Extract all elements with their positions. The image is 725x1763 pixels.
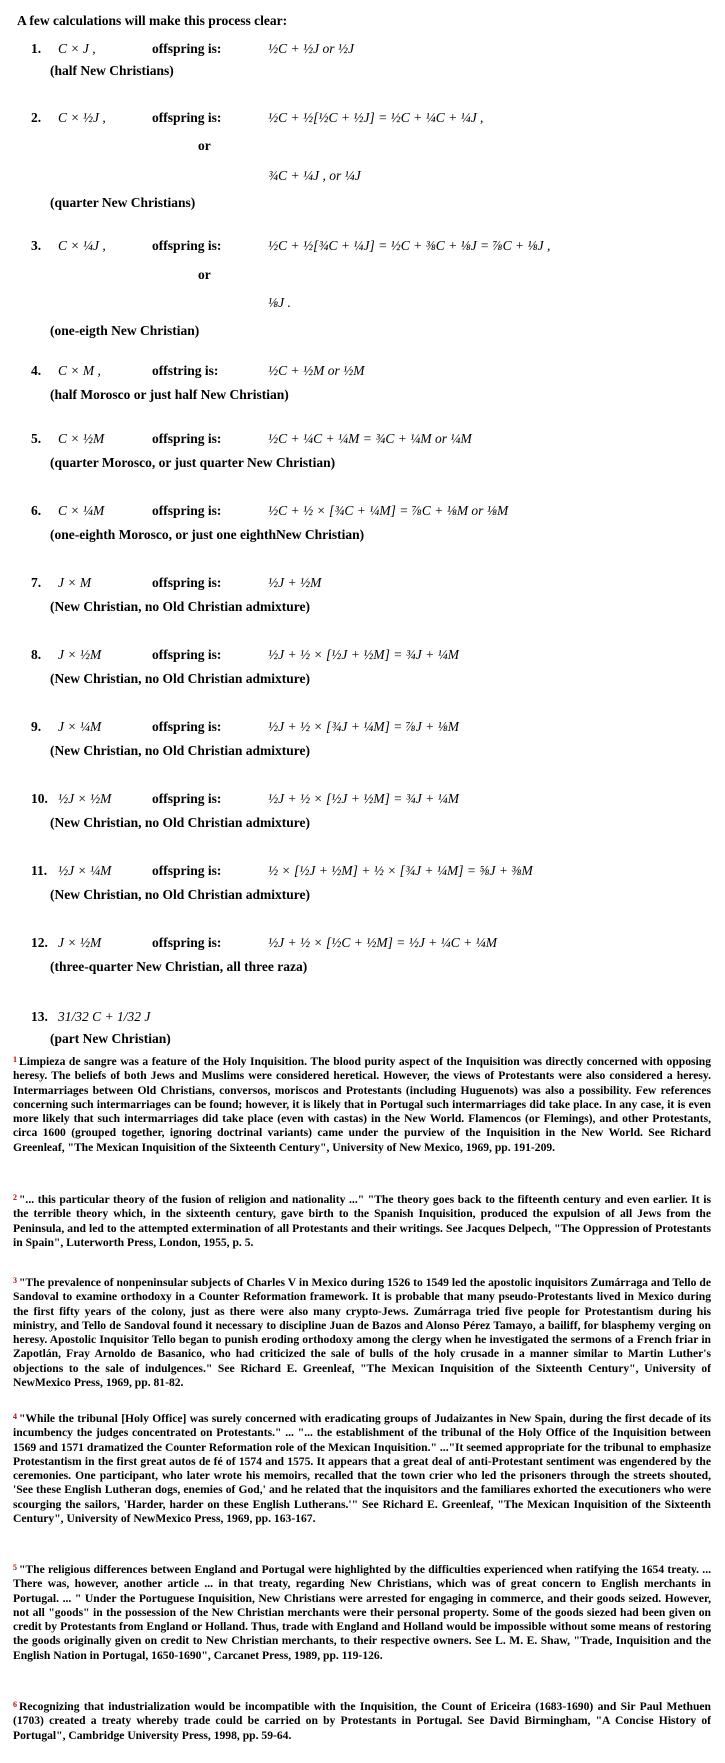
item-parents: C × ½M (58, 431, 105, 446)
page-heading: A few calculations will make this process clear: (17, 13, 288, 28)
item-note: (quarter Morosco, or just quarter New Christian) (50, 455, 336, 470)
item-note: (half Morosco or just half New Christian) (50, 387, 289, 402)
item-note: (New Christian, no Old Christian admixture) (50, 815, 311, 830)
item-parents: J × ¼M (58, 719, 102, 734)
item-parents: C × ¼M (58, 503, 105, 518)
item-label: offspring is: (152, 575, 222, 590)
footnote-2 (13, 1193, 711, 1250)
item-note: (New Christian, no Old Christian admixture) (50, 671, 311, 686)
item-formula: ½J + ½ × [¾J + ¼M] = ⅞J + ⅛M (268, 719, 460, 734)
item-formula: ½C + ½J or ½J (268, 41, 354, 56)
item-parents: C × ¼J , (58, 238, 106, 253)
footnote-mark: 4 (13, 1412, 17, 1421)
item-note: (one-eigth New Christian) (50, 323, 200, 338)
item-note: (three-quarter New Christian, all three raza) (50, 959, 308, 974)
footnote-text: "The religious differences between England and Portugal were highlighted by the difficulties experienced when ratifying the 1654 treaty. ... There was, however, another article ... in that treaty, regarding New Christians, which was of great concern to English merchants in Portugal. ... " Under the Portuguese Inquisition, New Christians were arrested for engaging in commerce, and their goods seized. However, not all "goods" in the possession of the New Christian merchants were their personal property. Some of the goods siezed had been given on credit by Protestants from England or Holland. Thus, trade with England and Holland would be impossible without some means of restoring the goods originally given on credit to New Christian merchants, to their respective owners. See L. M. E. Shaw, "Trade, Inquisition and the English Nation in Portugal, 1650-1690", Carcanet Press, 1989, pp. 119-126. (13, 1563, 711, 1662)
item-note: (New Christian, no Old Christian admixture) (50, 743, 311, 758)
footnote-3 (13, 1276, 711, 1390)
item-number: 10. (31, 791, 48, 806)
item-note: (one-eighth Morosco, or just one eighthNew Christian) (50, 527, 365, 542)
item-formula-alt: ⅛J . (268, 295, 291, 310)
item-parents: C × J , (58, 41, 96, 56)
footnote-text: "The prevalence of nonpeninsular subjects of Charles V in Mexico during 1526 to 1549 led the apostolic inquisitors Zumárraga and Tello de Sandoval to examine orthodoxy in a Counter Reformation framework. It is probable that many pseudo-Protestants lived in Mexico during the first fifty years of the colony, just as there were also many crypto-Jews. Zumárraga tried five people for Protestantism during his ministry, and Tello de Sandoval found it necessary to discipline Juan de Bazos and Alonso Pérez Tamayo, a bailiff, for blasphemy verging on heresy. Apostolic Inquisitor Tello began to punish eroding orthodoxy among the clergy when he investigated the sermons of a French friar in Zapotlán, Fray Arnoldo de Basanico, who had criticized the sale of bulls of the holy crusade in a manner similar to Martin Luther's objections to the sale of indulgences." See Richard E. Greenleaf, "The Mexican Inquisition of the Sixteenth Century", University of NewMexico Press, 1969, pp. 81-82. (13, 1276, 711, 1390)
item-label: offspring is: (152, 238, 222, 253)
item-formula: ½C + ½[¾C + ¼J] = ½C + ⅜C + ⅛J = ⅞C + ⅛J , (268, 238, 551, 253)
item-parents: C × ½J , (58, 110, 106, 125)
item-formula-alt: ¾C + ¼J , or ¼J (268, 168, 361, 183)
item-number: 11. (31, 863, 48, 878)
footnote-mark: 2 (13, 1193, 17, 1202)
item-label: offstring is: (152, 363, 219, 378)
item-note: (New Christian, no Old Christian admixture) (50, 887, 311, 902)
item-number: 3. (31, 238, 42, 253)
item-label: offspring is: (152, 647, 222, 662)
item-number: 12. (31, 935, 48, 950)
footnote-text: Recognizing that industrialization would be incompatible with the Inquisition, the Count of Ericeira (1683-1690) and Sir Paul Methuen (1703) created a treaty whereby trade could be carried on by Protestants in Portugal. See David Birmingham, "A Concise History of Portugal", Cambridge University Press, 1998, pp. 59-64. (13, 1700, 711, 1742)
footnote-5 (13, 1563, 711, 1663)
item-label: offspring is: (152, 41, 222, 56)
item-parents: C × M , (58, 363, 101, 378)
item-number: 4. (31, 363, 42, 378)
item-number: 5. (31, 431, 42, 446)
item-number: 7. (31, 575, 42, 590)
item-formula: ½C + ½[½C + ½J] = ½C + ¼C + ¼J , (268, 110, 484, 125)
footnote-text: "While the tribunal [Holy Office] was surely concerned with eradicating groups of Judaizantes in New Spain, during the first decade of its incumbency the judges concentrated on Protestants." ... "... the establishment of the tribunal of the Holy Office of the Inquisition between 1569 and 1571 dramatized the Counter Reformation role of the Mexican Inquisition." ..."It seemed appropriate for the tribunal to emphasize Protestantism in the first great autos de fé of 1574 and 1575. It appears that a great deal of anti-Protestant sentiment was engendered by the ceremonies. One participant, who later wrote his memoirs, recalled that the town crier who led the prisoners through the streets shouted, 'See these English Lutheran dogs, enemies of God,' and he related that the inquisitors and the familiares exhorted the executioners who were scourging the sailors, 'Harder, harder on these English Lutherans.'" See Richard E. Greenleaf, "The Mexican Inquisition of the Sixteenth Century", University of NewMexico Press, 1969, pp. 163-167. (13, 1412, 711, 1526)
footnote-6 (13, 1700, 711, 1743)
item-parents: ½J × ¼M (58, 863, 112, 878)
item-formula: ½J + ½ × [½C + ½M] = ½J + ¼C + ¼M (268, 935, 498, 950)
item-number: 2. (31, 110, 42, 125)
item-number: 1. (31, 41, 42, 56)
footnote-1 (13, 1055, 711, 1155)
item-label: offspring is: (152, 863, 222, 878)
item-formula: ½ × [½J + ½M] + ½ × [¾J + ¼M] = ⅝J + ⅜M (268, 863, 533, 878)
item-label: offspring is: (152, 110, 222, 125)
item-number: 9. (31, 719, 42, 734)
item-formula: ½J + ½ × [½J + ½M] = ¾J + ¼M (268, 791, 460, 806)
item-label: offspring is: (152, 503, 222, 518)
item-parents: J × ½M (58, 647, 102, 662)
item-note: (quarter New Christians) (50, 195, 196, 210)
footnote-mark: 6 (13, 1700, 17, 1709)
item-parents: J × M (58, 575, 92, 590)
footnote-mark: 5 (13, 1563, 17, 1572)
item-note: (half New Christians) (50, 63, 174, 78)
item-or: or (198, 267, 211, 282)
item-number: 13. (31, 1009, 48, 1024)
item-note: (part New Christian) (50, 1031, 171, 1046)
item-parents: ½J × ½M (58, 791, 112, 806)
footnote-text: "... this particular theory of the fusion of religion and nationality ..." "The theory goes back to the fifteenth century and even earlier. It is the terrible theory which, in the sixteenth century, gave birth to the Spanish Inquisition, produced the expulsion of all Jews from the Peninsula, and led to the attempted extermination of all Protestants and their writings. See Jacques Delpech, "The Oppression of Protestants in Spain", Luterworth Press, London, 1955, p. 5. (13, 1193, 711, 1249)
item-parents: 31/32 C + 1/32 J (58, 1009, 151, 1024)
footnote-mark: 3 (13, 1276, 17, 1285)
item-formula: ½C + ½ × [¾C + ¼M] = ⅞C + ⅛M or ⅛M (268, 503, 509, 518)
item-parents: J × ½M (58, 935, 102, 950)
footnote-text: Limpieza de sangre was a feature of the Holy Inquisition. The blood purity aspect of the Inquisition was directly concerned with opposing heresy. The beliefs of both Jews and Muslims were considered heretical. However, the views of Protestants were also considered a heresy. Intermarriages between Old Christians, conversos, moriscos and Protestants (including Huguenots) was also a possibility. Few references concerning such intermarriages can be found; however, it is likely that in Portugal such intermarriages did take place. In any case, it is even more likely that such intermarriages did take place (even with castas) in the New World. Flamencos (or Flemings), and other Protestants, circa 1600 (grouped together, ignoring doctrinal variants) came under the purview of the Inquisition in the New World. See Richard Greenleaf, "The Mexican Inquisition of the Sixteenth Century", University of New Mexico, 1969, pp. 191-209. (13, 1055, 711, 1154)
item-formula: ½J + ½M (268, 575, 322, 590)
item-label: offspring is: (152, 935, 222, 950)
footnote-4 (13, 1412, 711, 1526)
item-or: or (198, 138, 211, 153)
item-number: 8. (31, 647, 42, 662)
footnote-mark: 1 (13, 1055, 17, 1064)
item-label: offspring is: (152, 791, 222, 806)
item-number: 6. (31, 503, 42, 518)
item-label: offspring is: (152, 719, 222, 734)
item-label: offspring is: (152, 431, 222, 446)
item-formula: ½C + ¼C + ¼M = ¾C + ¼M or ¼M (268, 431, 472, 446)
item-note: (New Christian, no Old Christian admixture) (50, 599, 311, 614)
item-formula: ½C + ½M or ½M (268, 363, 365, 378)
item-formula: ½J + ½ × [½J + ½M] = ¾J + ¼M (268, 647, 460, 662)
